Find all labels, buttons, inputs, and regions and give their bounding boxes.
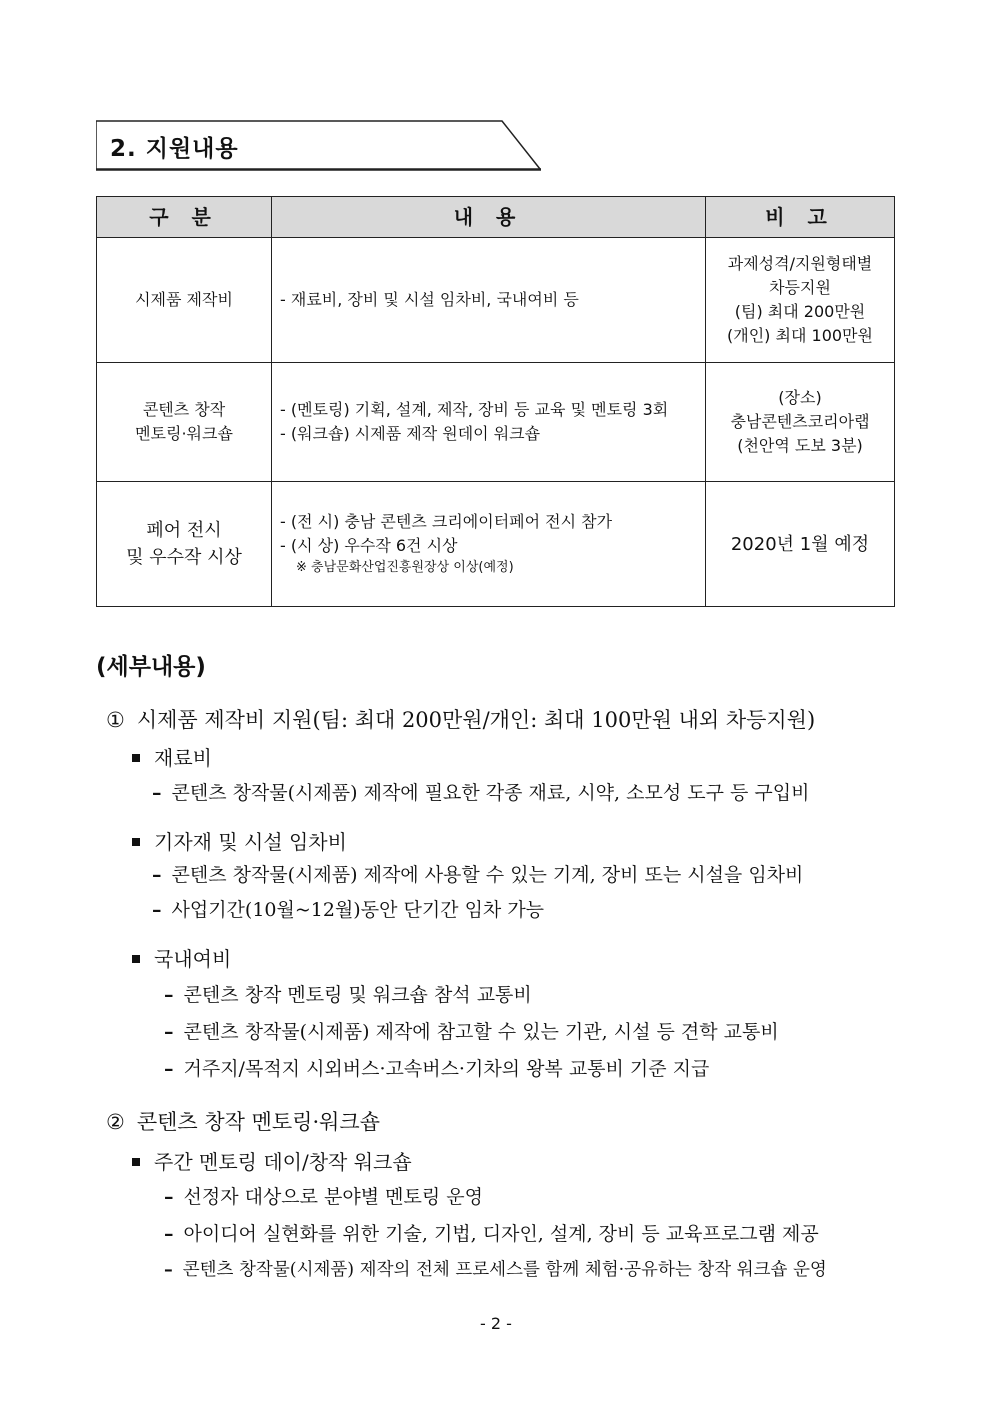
header-category: 구 분 <box>97 197 272 238</box>
bullet-item <box>132 742 212 771</box>
remark-line: (개인) 최대 100만원 <box>727 326 873 345</box>
remark-line: 2020년 1월 예정 <box>730 533 870 555</box>
remark-line: 차등지원 <box>769 278 831 297</box>
dash-item <box>152 895 544 922</box>
remark-line: (장소) <box>778 388 822 407</box>
dash-text: 콘텐츠 창작물(시제품) 제작에 사용할 수 있는 기계, 장비 또는 시설을 임차비 <box>171 864 804 886</box>
cell-remark <box>706 238 895 363</box>
square-bullet-icon <box>132 838 140 846</box>
dash-text: 아이디어 실현화를 위한 기술, 기법, 디자인, 설계, 장비 등 교육프로그램 제공 <box>183 1223 819 1245</box>
dash-text: 선정자 대상으로 분야별 멘토링 운영 <box>183 1186 483 1208</box>
table-header-row <box>97 197 895 238</box>
content-line: - (멘토링) 기획, 설계, 제작, 장비 등 교육 및 멘토링 3회 <box>280 400 669 419</box>
bullet-item <box>132 1146 412 1175</box>
dash-item <box>164 1219 819 1246</box>
bullet-item <box>132 943 231 972</box>
dash-icon: – <box>164 1223 174 1245</box>
category-line: 페어 전시 <box>146 520 222 541</box>
content-line: - (시 상) 우수작 6건 시상 <box>280 536 458 556</box>
content-line: - (전 시) 충남 콘텐츠 크리에이터페어 전시 참가 <box>280 512 613 532</box>
cell-content <box>272 482 706 607</box>
dash-item <box>164 1017 779 1044</box>
remark-line: 충남콘텐츠코리아랩 <box>730 412 870 431</box>
cell-content <box>272 363 706 482</box>
bullet-title: 기자재 및 시설 임차비 <box>154 830 347 854</box>
support-table <box>96 196 895 607</box>
dash-item <box>152 860 803 887</box>
dash-icon: – <box>164 1058 174 1080</box>
dash-icon: – <box>152 864 162 886</box>
detail-item-1 <box>106 704 815 734</box>
page-number: - 2 - <box>480 1314 512 1333</box>
item-number: ② <box>106 1110 125 1134</box>
dash-item <box>164 1256 827 1281</box>
header-remark: 비 고 <box>706 197 895 238</box>
cell-category <box>97 238 272 363</box>
item-title: 콘텐츠 창작 멘토링·워크숍 <box>136 1110 380 1134</box>
header-content: 내 용 <box>272 197 706 238</box>
table-row <box>97 363 895 482</box>
cell-category <box>97 482 272 607</box>
remark-line: (팀) 최대 200만원 <box>734 302 866 321</box>
bullet-item <box>132 826 347 855</box>
square-bullet-icon <box>132 955 140 963</box>
content-line: - 재료비, 장비 및 시설 임차비, 국내여비 등 <box>280 290 579 309</box>
category-line: 멘토링·워크숍 <box>135 424 233 443</box>
bullet-title: 주간 멘토링 데이/창작 워크숍 <box>154 1150 412 1174</box>
dash-icon: – <box>164 1021 174 1043</box>
bullet-title: 재료비 <box>154 746 212 770</box>
dash-icon: – <box>152 899 162 921</box>
table-row <box>97 482 895 607</box>
cell-remark <box>706 482 895 607</box>
detail-heading: (세부내용) <box>96 654 206 680</box>
dash-item <box>164 1182 483 1209</box>
square-bullet-icon <box>132 1158 140 1166</box>
bullet-title: 국내여비 <box>154 947 232 971</box>
content-line: - (워크숍) 시제품 제작 원데이 워크숍 <box>280 424 541 443</box>
dash-text: 콘텐츠 창작물(시제품) 제작에 필요한 각종 재료, 시약, 소모성 도구 등 구입비 <box>171 782 810 804</box>
square-bullet-icon <box>132 754 140 762</box>
dash-item <box>164 1054 709 1081</box>
cell-content <box>272 238 706 363</box>
dash-text: 거주지/목적지 시외버스·고속버스·기차의 왕복 교통비 기준 지급 <box>183 1058 710 1080</box>
remark-line: 과제성격/지원형태별 <box>727 254 873 273</box>
item-title: 시제품 제작비 지원(팀: 최대 200만원/개인: 최대 100만원 내외 차등지원) <box>136 708 816 732</box>
content-note: ※ 충남문화산업진흥원장상 이상(예정) <box>296 560 514 576</box>
dash-icon: – <box>164 1260 173 1280</box>
item-number: ① <box>106 708 125 732</box>
category-line: 콘텐츠 창작 <box>142 400 226 419</box>
section-title: 2. 지원내용 <box>110 136 239 162</box>
dash-item <box>164 980 532 1007</box>
dash-icon: – <box>164 984 174 1006</box>
detail-item-2 <box>106 1106 380 1136</box>
table-row <box>97 238 895 363</box>
cell-remark <box>706 363 895 482</box>
dash-text: 콘텐츠 창작 멘토링 및 워크숍 참석 교통비 <box>183 984 532 1006</box>
dash-text: 콘텐츠 창작물(시제품) 제작의 전체 프로세스를 함께 체험·공유하는 창작 워크숍 운영 <box>182 1260 827 1280</box>
dash-text: 사업기간(10월~12월)동안 단기간 임차 가능 <box>171 899 545 921</box>
category-line: 및 우수작 시상 <box>126 547 242 568</box>
cell-category <box>97 363 272 482</box>
dash-icon: – <box>164 1186 174 1208</box>
dash-icon: – <box>152 782 162 804</box>
dash-item <box>152 778 809 805</box>
remark-line: (천안역 도보 3분) <box>737 436 863 455</box>
section-title-box <box>96 120 542 172</box>
dash-text: 콘텐츠 창작물(시제품) 제작에 참고할 수 있는 기관, 시설 등 견학 교통비 <box>183 1021 779 1043</box>
category-line: 시제품 제작비 <box>135 290 233 309</box>
